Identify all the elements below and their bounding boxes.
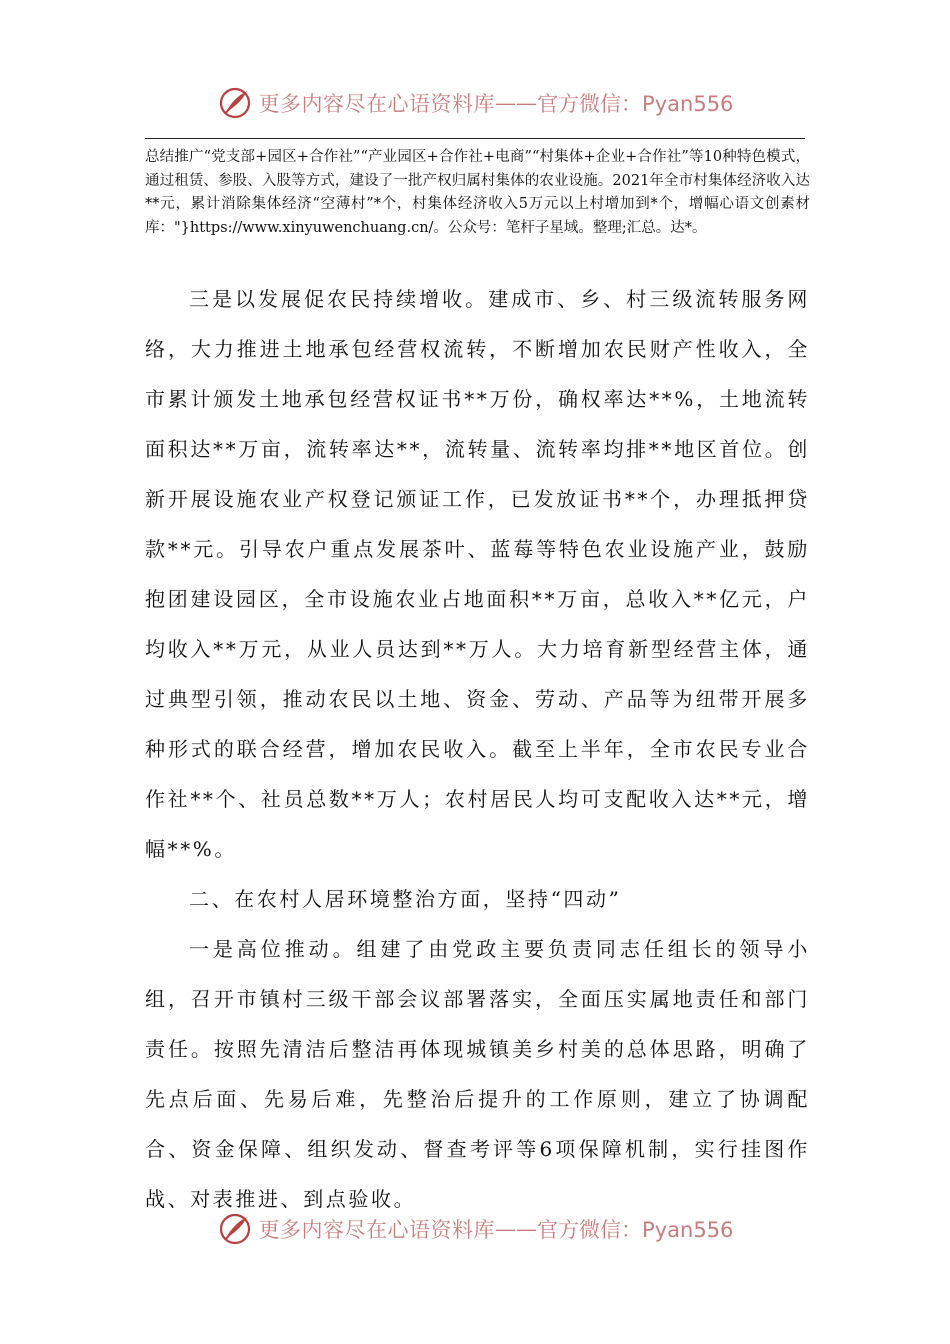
intro-paragraph: 总结推广“党支部+园区+合作社”“产业园区+合作社+电商”“村集体+企业+合作社”等10种特色模式，通过租赁、参股、入股等方式，建设了一批产权归属村集体的农业设施。2021年全市村集体经济收入达**元，累计消除集体经济“空薄村”*个，村集体经济收入5万元以上村增加到*个，增幅心语文创素材库："}https://www.xinyuwenchuang.cn/。公众号：笔杆子星域。整理;汇总。达*。 xyxy=(145,149,810,236)
footer-banner-title: 更多内容尽在心语资料库 xyxy=(258,1218,496,1242)
header-rule xyxy=(145,138,805,139)
document-body xyxy=(145,274,810,1224)
quill-pen-logo-icon xyxy=(217,85,253,121)
footer-banner-separator: —— xyxy=(495,1217,538,1241)
banner-wechat: 官方微信：Pyan556 xyxy=(537,92,734,116)
banner-separator: —— xyxy=(495,91,538,115)
section-heading: 二、在农村人居环境整治方面，坚持“四动” xyxy=(189,887,622,911)
quill-pen-logo-icon xyxy=(217,1211,253,1247)
paragraph-farmer-income: 三是以发展促农民持续增收。建成市、乡、村三级流转服务网络，大力推进土地承包经营权流转，不断增加农民财产性收入，全市累计颁发土地承包经营权证书**万份，确权率达**%，土地流转面积达**万亩，流转率达**，流转量、流转率均排**地区首位。创新开展设施农业产权登记颁证工作，已发放证书**个，办理抵押贷款**元。引导农户重点发展茶叶、蓝莓等特色农业设施产业，鼓励抱团建设园区，全市设施农业占地面积**万亩，总收入**亿元，户均收入**万元，从业人员达到**万人。大力培育新型经营主体，通过典型引领，推动农民以土地、资金、劳动、产品等为纽带开展多种形式的联合经营，增加农民收入。截至上半年，全市农民专业合作社**个、社员总数**万人；农村居民人均可支配收入达**元，增幅**%。 xyxy=(145,287,810,861)
paragraph-high-level-push: 一是高位推动。组建了由党政主要负责同志任组长的领导小组，召开市镇村三级干部会议部署落实，全面压实属地责任和部门责任。按照先清洁后整洁再体现城镇美乡村美的总体思路，明确了先点后面、先易后难，先整治后提升的工作原则，建立了协调配合、资金保障、组织发动、督查考评等6项保障机制，实行挂图作战、对表推进、到点验收。 xyxy=(145,937,810,1211)
footer-banner-wechat: 官方微信：Pyan556 xyxy=(537,1218,734,1242)
header-banner xyxy=(0,80,950,126)
footer-banner xyxy=(0,1206,950,1252)
banner-title: 更多内容尽在心语资料库 xyxy=(258,92,496,116)
